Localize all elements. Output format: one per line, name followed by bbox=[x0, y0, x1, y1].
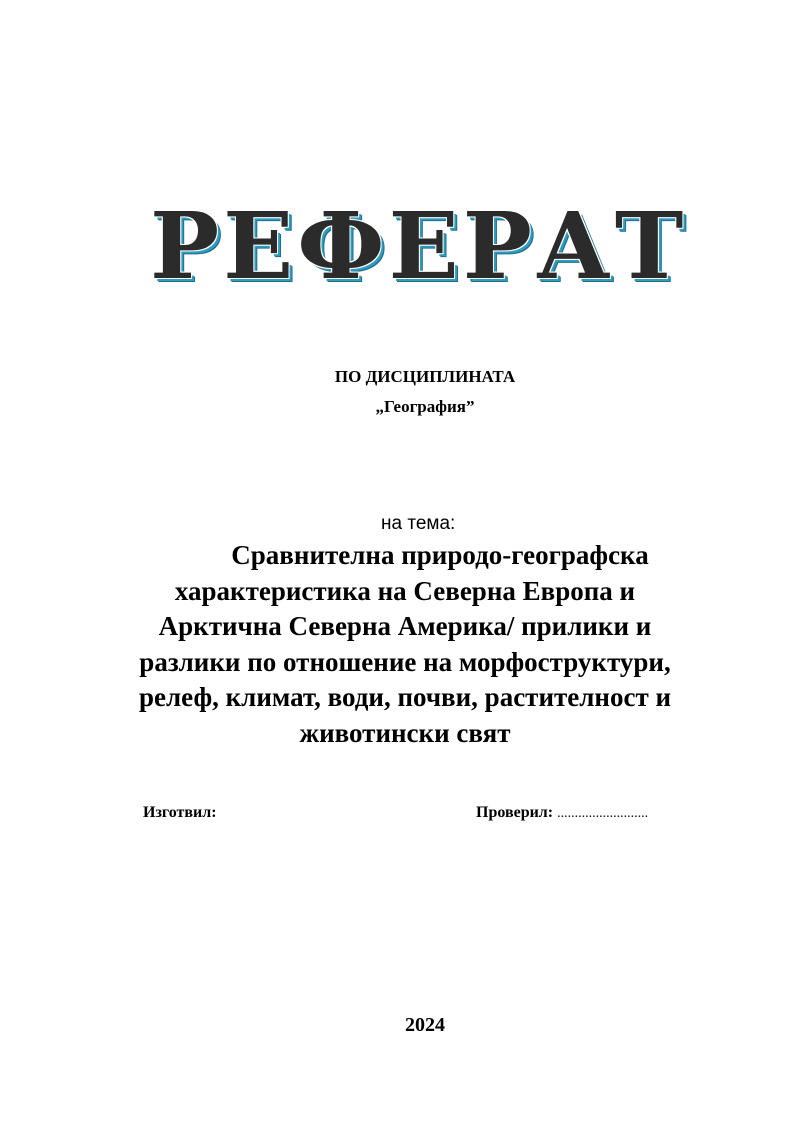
topic-title bbox=[90, 538, 720, 751]
topic-label: на тема: bbox=[381, 513, 456, 534]
topic-line: разлики по отношение на морфоструктури, bbox=[139, 646, 671, 677]
document-year: 2024 bbox=[405, 1014, 445, 1036]
topic-line: Арктична Северна Америка/ прилики и bbox=[158, 611, 652, 641]
checked-by-placeholder: .......................... bbox=[557, 806, 649, 821]
discipline-name: „География” bbox=[375, 397, 475, 416]
topic-line: характеристика на Северна Европа и bbox=[174, 575, 636, 606]
checked-by bbox=[476, 803, 648, 824]
document-title: РЕФЕРАТ bbox=[150, 192, 688, 300]
topic-line: животински свят bbox=[299, 717, 511, 748]
checked-by-label: Проверил: bbox=[476, 804, 558, 821]
prepared-by-label: Изготвил: bbox=[143, 804, 217, 821]
topic-line: Сравнителна природо-географска bbox=[231, 540, 649, 570]
discipline-label: ПО ДИСЦИПЛИНАТА bbox=[334, 367, 516, 386]
topic-line: релеф, климат, води, почви, растителност и bbox=[138, 682, 672, 712]
